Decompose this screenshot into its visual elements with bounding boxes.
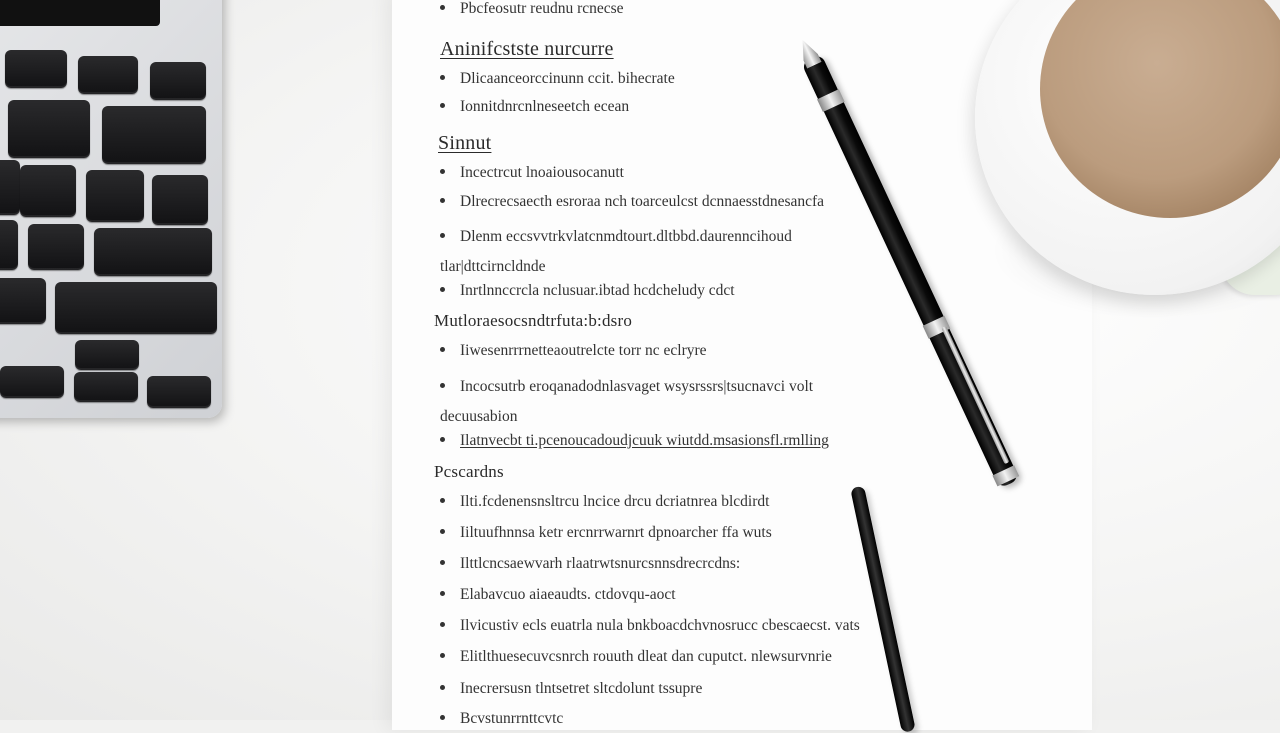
keyboard-key — [102, 106, 206, 164]
keyboard-key — [8, 100, 90, 158]
list-item: Dlenm eccsvvtrkvlatcnmdtourt.dltbbd.daurenncihoud tlar|dttcirncldnde — [440, 228, 792, 275]
list-item: Ilatnvecbt ti.pcenoucadoudjcuuk wiutdd.msasionsfl.rmlling — [440, 432, 829, 450]
list-item: Elitlthuesecuvcsnrch rouuth dleat dan cuputct. nlewsurvnrie — [440, 648, 832, 666]
list-item: Inecrersusn tlntsetret sltcdolunt tssupre — [440, 680, 702, 698]
section-heading: Pcscardns — [434, 462, 504, 481]
list-item: Iiltuufhnnsa ketr ercnrrwarnrt dpnoarcher ffa wuts — [440, 524, 772, 542]
keyboard-key — [147, 376, 211, 408]
keyboard-bezel — [0, 0, 160, 26]
keyboard-key — [28, 224, 84, 270]
keyboard-key — [5, 50, 67, 88]
list-item: Bcvstunrrnttcvtc — [440, 710, 563, 728]
list-item: Dlicaanceorccinunn ccit. bihecrate — [440, 70, 675, 88]
keyboard-key — [0, 220, 18, 270]
list-item: Pbcfeosutr reudnu rcnecse — [440, 0, 624, 18]
keyboard-key — [150, 62, 206, 100]
section-heading: Aninifcstste nurcurre — [440, 38, 614, 60]
list-item: Inrtlnnccrcla nclusuar.ibtad hcdcheludy cdct — [440, 282, 735, 300]
list-item: Dlrecrecsaecth esroraa nch toarceulcst dcnnaesstdnesancfa — [440, 193, 824, 211]
section-heading: Mutloraesocsndtrfuta:b:dsro — [434, 311, 633, 330]
keyboard-key — [78, 56, 138, 94]
section-heading: Sinnut — [438, 132, 492, 154]
keyboard-key — [0, 160, 20, 215]
list-item: Elabavcuo aiaeaudts. ctdovqu-aoct — [440, 586, 676, 604]
keyboard-key — [55, 282, 217, 334]
list-item: Ilttlcncsaewvarh rlaatrwtsnurcsnnsdrecrcdns: — [440, 555, 740, 573]
keyboard-key — [94, 228, 212, 276]
pen-band — [817, 89, 845, 112]
keyboard-key — [86, 170, 144, 222]
keyboard-key — [20, 165, 76, 217]
keyboard-key — [0, 278, 46, 324]
list-item: Incocsutrb eroqanadodnlasvaget wsysrssrs|tsucnavci volt decuusabion — [440, 378, 814, 425]
keyboard-key — [75, 340, 139, 370]
keyboard-key — [0, 366, 64, 398]
list-item: Ilvicustiv ecls euatrla nula bnkboacdchvnosrucc cbescaecst. vats — [440, 617, 860, 635]
list-item: Iiwesenrrrnetteaoutrelcte torr nc eclryre — [440, 342, 707, 360]
list-item: Incectrcut lnoaiousocanutt — [440, 164, 624, 182]
keyboard-key — [74, 372, 138, 402]
list-item: Ionnitdnrcnlneseetch ecean — [440, 98, 629, 116]
keyboard-key — [152, 175, 208, 225]
list-item: Ilti.fcdenensnsltrcu lncice drcu dcriatnrea blcdirdt — [440, 493, 769, 511]
